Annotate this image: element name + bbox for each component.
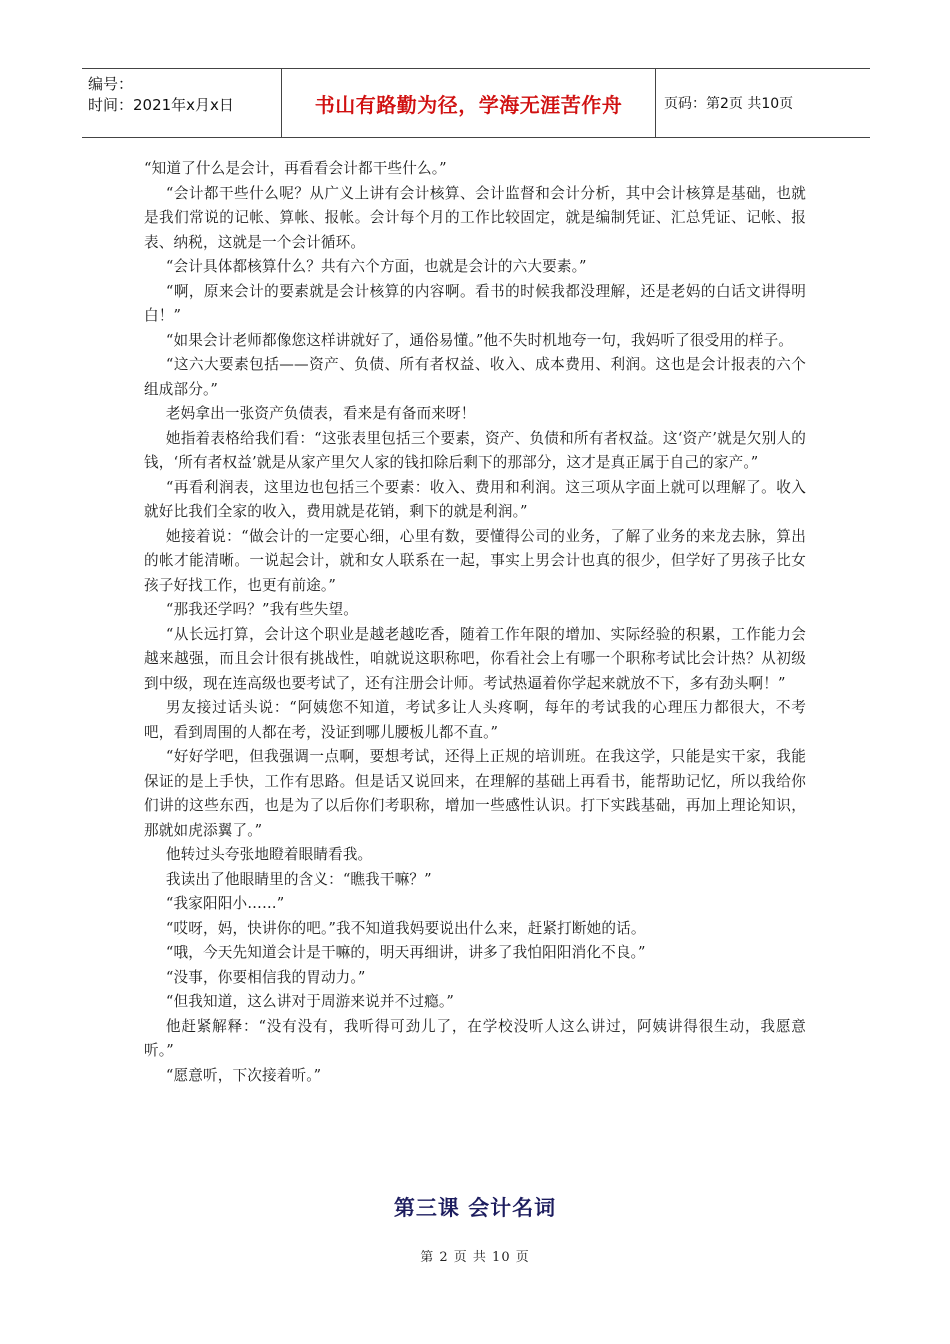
paragraph: “会计都干些什么呢？从广义上讲有会计核算、会计监督和会计分析，其中会计核算是基础，也就是我们常说的记帐、算帐、报帐。会计每个月的工作比较固定，就是编制凭证、汇总凭证、记帐、报表、纳税，这就是一个会计循环。 (144, 184, 806, 251)
header-motto: 书山有路勤为径，学海无涯苦作舟 (282, 69, 656, 137)
paragraph: 他赶紧解释：“没有没有，我听得可劲儿了，在学校没听人这么讲过，阿姨讲得很生动，我愿意听。” (144, 1017, 806, 1059)
paragraph: “愿意听，下次接着听。” (165, 1066, 322, 1084)
lesson-title: 第三课 会计名词 (393, 1196, 557, 1220)
paragraph: “会计具体都核算什么？共有六个方面，也就是会计的六大要素。” (165, 258, 587, 275)
header-meta-cell (82, 69, 282, 137)
paragraph: “我家阳阳小……” (165, 895, 285, 912)
paragraph: “哦，今天先知道会计是干嘛的，明天再细讲，讲多了我怕阳阳消化不良。” (165, 944, 646, 961)
paragraph: 他转过头夸张地瞪着眼睛看我。 (165, 846, 373, 863)
paragraph: 老妈拿出一张资产负债表，看来是有备而来呀！ (165, 405, 476, 422)
document-date-label: 时间：2021年x月x日 (88, 96, 234, 114)
paragraph: “那我还学吗？”我有些失望。 (165, 601, 359, 618)
paragraph: “从长远打算，会计这个职业是越老越吃香，随着工作年限的增加、实际经验的积累，工作能力会越来越强，而且会计很有挑战性，咱就说这职称吧，你看社会上有哪一个职称考试比会计热？从初级到中级，现在连高级也要考试了，还有注册会计师。考试热逼着你学起来就放不下，多有劲头啊！” (144, 625, 806, 692)
header-page-info: 页码：第2页 共10页 (664, 96, 794, 112)
paragraph: “再看利润表，这里边也包括三个要素：收入、费用和利润。这三项从字面上就可以理解了。收入就好比我们全家的收入，费用就是花销，剩下的就是利润。” (144, 478, 806, 520)
body-text (144, 157, 806, 1088)
document-number-label: 编号： (88, 75, 134, 93)
paragraph: 我读出了他眼睛里的含义：“瞧我干嘛？” (165, 870, 432, 888)
paragraph: “哎呀，妈，快讲你的吧。”我不知道我妈要说出什么来，赶紧打断她的话。 (165, 919, 646, 937)
paragraph: “没事，你要相信我的胃动力。” (165, 968, 366, 986)
paragraph: “知道了什么是会计，再看看会计都干些什么。” (144, 160, 447, 177)
paragraph: “这六大要素包括——资产、负债、所有者权益、收入、成本费用、利润。这也是会计报表的六个组成部分。” (144, 356, 806, 398)
paragraph: “如果会计老师都像您这样讲就好了，通俗易懂。”他不失时机地夸一句，我妈听了很受用的样子。 (165, 331, 794, 349)
paragraph: 男友接过话头说：“阿姨您不知道，考试多让人头疼啊，每年的考试我的心理压力都很大，不考吧，看到周围的人都在考，没证到哪儿腰板儿都不直。” (144, 699, 806, 741)
paragraph: “但我知道，这么讲对于周游来说并不过瘾。” (165, 993, 454, 1010)
paragraph: 她指着表格给我们看：“这张表里包括三个要素，资产、负债和所有者权益。这‘资产’就是欠别人的钱，‘所有者权益’就是从家产里欠人家的钱扣除后剩下的那部分，这才是真正属于自己的家产。” (144, 429, 806, 471)
paragraph: “好好学吧，但我强调一点啊，要想考试，还得上正规的培训班。在我这学，只能是实干家，我能保证的是上手快，工作有思路。但是话又说回来，在理解的基础上再看书，能帮助记忆，所以我给你们讲的这些东西，也是为了以后你们考职称，增加一些感性认识。打下实践基础，再加上理论知识，那就如虎添翼了。” (144, 748, 806, 839)
paragraph: “啊，原来会计的要素就是会计核算的内容啊。看书的时候我都没理解，还是老妈的白话文讲得明白！” (144, 282, 806, 324)
page-header (82, 68, 870, 138)
page-footer: 第 2 页 共 10 页 (420, 1250, 530, 1265)
paragraph: 她接着说：“做会计的一定要心细，心里有数，要懂得公司的业务，了解了业务的来龙去脉，算出的帐才能清晰。一说起会计，就和女人联系在一起，事实上男会计也真的很少，但学好了男孩子比女孩子好找工作，也更有前途。” (144, 527, 806, 594)
